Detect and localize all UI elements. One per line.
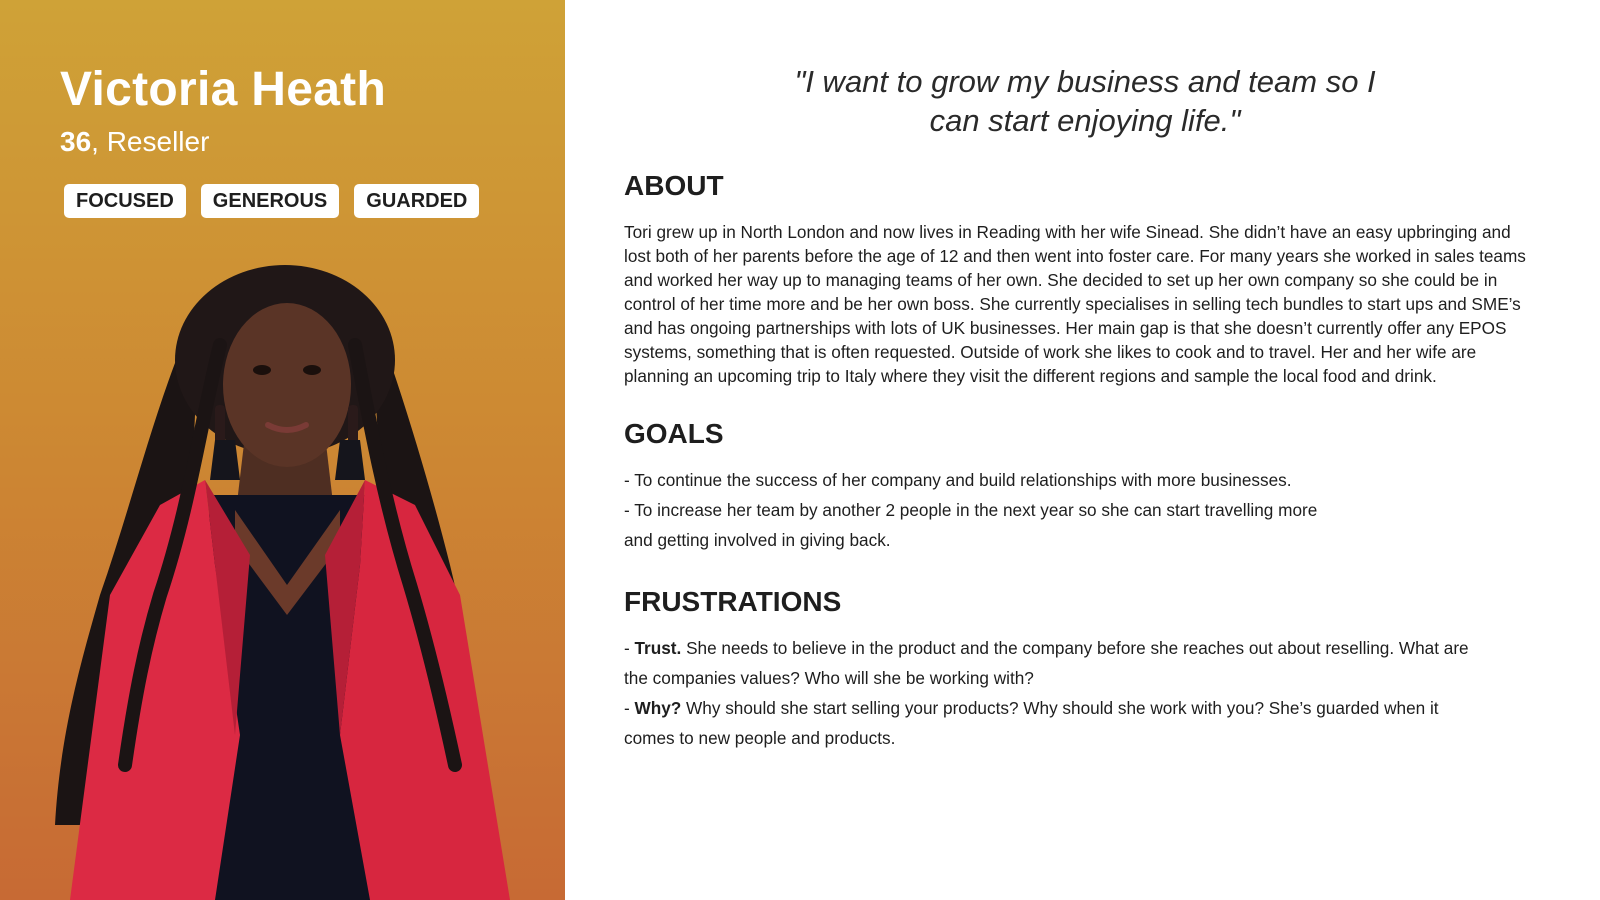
frustrations-list bbox=[624, 633, 1469, 753]
frustration-line: comes to new people and products. bbox=[624, 728, 896, 748]
frustration-text: She needs to believe in the product and the company before she reaches out about reselling. What are bbox=[681, 638, 1469, 658]
persona-age: 36 bbox=[60, 126, 92, 157]
quote-line-2: can start enjoying life." bbox=[929, 103, 1241, 138]
persona-tags bbox=[64, 184, 479, 218]
goals-list bbox=[624, 465, 1317, 555]
frustration-line: the companies values? Who will she be working with? bbox=[624, 668, 1034, 688]
trait-tag-generous: GENEROUS bbox=[201, 184, 339, 218]
quote-line-1: "I want to grow my business and team so I bbox=[794, 64, 1376, 99]
trait-tag-focused: FOCUSED bbox=[64, 184, 186, 218]
persona-meta bbox=[60, 126, 209, 158]
about-text: Tori grew up in North London and now lives in Reading with her wife Sinead. She didn’t have an easy upbringing and lost both of her parents before the age of 12 and then went into foster care. For many years she worked in sales teams and worked her way up to managing teams of her own. She decided to set up her own company so she could be in control of her time more and be her own boss. She currently specialises in selling tech bundles to start ups and SME’s and has ongoing partnerships with lots of UK businesses. Her main gap is that she doesn’t currently offer any EPOS systems, something that is often requested. Outside of work she likes to cook and to travel. Her and her wife are planning an upcoming trip to Italy where they visit the different regions and sample the local food and drink. bbox=[624, 222, 1526, 386]
goal-line: - To increase her team by another 2 people in the next year so she can start travelling more bbox=[624, 500, 1318, 520]
about-heading: ABOUT bbox=[624, 170, 724, 201]
goal-line: - To continue the success of her company and build relationships with more businesses. bbox=[624, 470, 1292, 490]
frustrations-heading: FRUSTRATIONS bbox=[624, 586, 842, 617]
frustration-line bbox=[624, 633, 1469, 663]
frustration-line bbox=[624, 693, 1469, 723]
bullet-prefix: - bbox=[624, 638, 635, 658]
frustration-text: Why should she start selling your products? Why should she work with you? She’s guarded when it bbox=[681, 698, 1439, 718]
trait-tag-guarded: GUARDED bbox=[354, 184, 479, 218]
persona-role: , Reseller bbox=[91, 126, 210, 157]
goals-heading: GOALS bbox=[624, 418, 724, 449]
frustration-title: Why? bbox=[634, 698, 682, 718]
goal-line: and getting involved in giving back. bbox=[624, 530, 891, 550]
frustration-title: Trust. bbox=[634, 638, 682, 658]
persona-panel bbox=[0, 0, 565, 900]
bullet-prefix: - bbox=[624, 698, 635, 718]
persona-quote bbox=[765, 62, 1405, 140]
persona-name: Victoria Heath bbox=[60, 63, 387, 116]
persona-photo bbox=[40, 265, 540, 900]
